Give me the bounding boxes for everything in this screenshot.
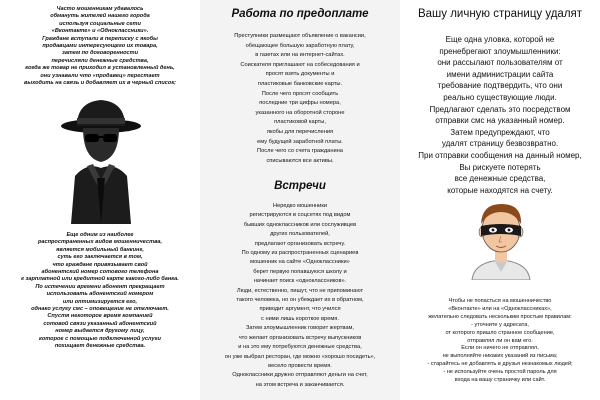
right-column: [400, 0, 600, 400]
left-paragraph-mobile-banking: Еще одним из наиболее распространенных видов мошенничества, является мобильный банкинг, суть его заключается в том, что граждане привязывает свой абонентский номер сотового телефона к зарплатной или кредитной карте какого-либо банка. По истечении времени абонент прекращает использовать абонентский номером или оптимизируется его, однако услугу смс – оповещение не отключает. Спустя некоторое время компанией сотовой связи указанный абонентский номер выдается другому лицу, которое с помощью подключенной услуги похищает денежные средства.: [21, 232, 179, 350]
heading-prepayment-work: Работа по предоплате: [231, 8, 369, 20]
heading-page-deletion: Вашу личную страницу удалят: [417, 8, 583, 20]
left-column: [0, 0, 200, 400]
heading-meetings: Встречи: [274, 180, 326, 192]
paragraph-prepayment-work: Преступники размещают объявление о вакансии, обещающее большую заработную плату, в газетах или на интернет-сайтах. Соискателя приглашают на собеседования и просят взять документы и пластиковые банковские карты. После чего просят сообщить последние три цифры номера, указанного на оборотной стороне пластиковой карты, якобы для перечисления ему будущей заработной платы. После чего со счета гражданина списываются все активы.: [234, 33, 366, 164]
paragraph-page-deletion: Еще одна уловка, которой не пренебрегают злоумышленники: они рассылают пользователям от имени администрации сайта требование подтвердить, что они реально существующие люди. Предлагают сделать это посредством отправки смс на указанный номер. Затем предупреждают, что удалят страницу безвозвратно. При отправки сообщения на данный номер, Вы рискуете потерять все денежные средства, которые находятся на счету.: [418, 35, 582, 195]
left-paragraph-social-fraud: Часто мошенникам удавалось обмануть жителей нашего города используя социальные сети «Вконтакте» и «Одноклассники». Граждане вступали в переписку с якобы продавцами интересующего их товара, затем по договоренности перечисляли денежные средства, когда же товар не приходил в установленный день, они узнавали что «продавец» перестает выходить на связь и добавляет их в черный список;: [23, 6, 177, 87]
middle-column: [200, 0, 400, 400]
hacker-in-black-hat-icon: [57, 96, 145, 224]
paragraph-safety-rules: Чтобы не попасться на мошенничество «Вконтакте» или на «Одноклассниках», желательно следовать нескольким простым правилам: - уточните у адресата, от которого пришло странное сообщение, отправлял ли он вам его. Если он ничего не отправлял, не выполняйте никаких указаний из письма; - старайтесь не добавлять в друзья незнакомых людей; - не используйте очень простой пароль для входа на вашу страничку или сайт.: [427, 298, 573, 384]
paragraph-meetings: Нередко мошенники регистрируются в соцсетях под видом бывших одноклассников или сослуживцев других пользователей, предлагают организовать встречу. По одному из распространенных сценариев мошенник на сайте «Одноклассники» берет первую попавшуюся школу и начинает поиск «одноклассников». Люди, естественно, пишут, что не припоминают такого человека, но он убеждает их в обратном, приводит аргумент, что учился с ними лишь короткое время. Затем злоумышленник говорит жертвам, что желает организовать встречу выпускников и на это ему потребуются денежные средства, он уже выбрал ресторан, где можно «хорошо посидеть», весело провести время. Одноклассники дружно отправляют деньги на счет, на этом встреча и заканчивается.: [224, 203, 376, 388]
masked-thief-icon: [466, 198, 536, 280]
